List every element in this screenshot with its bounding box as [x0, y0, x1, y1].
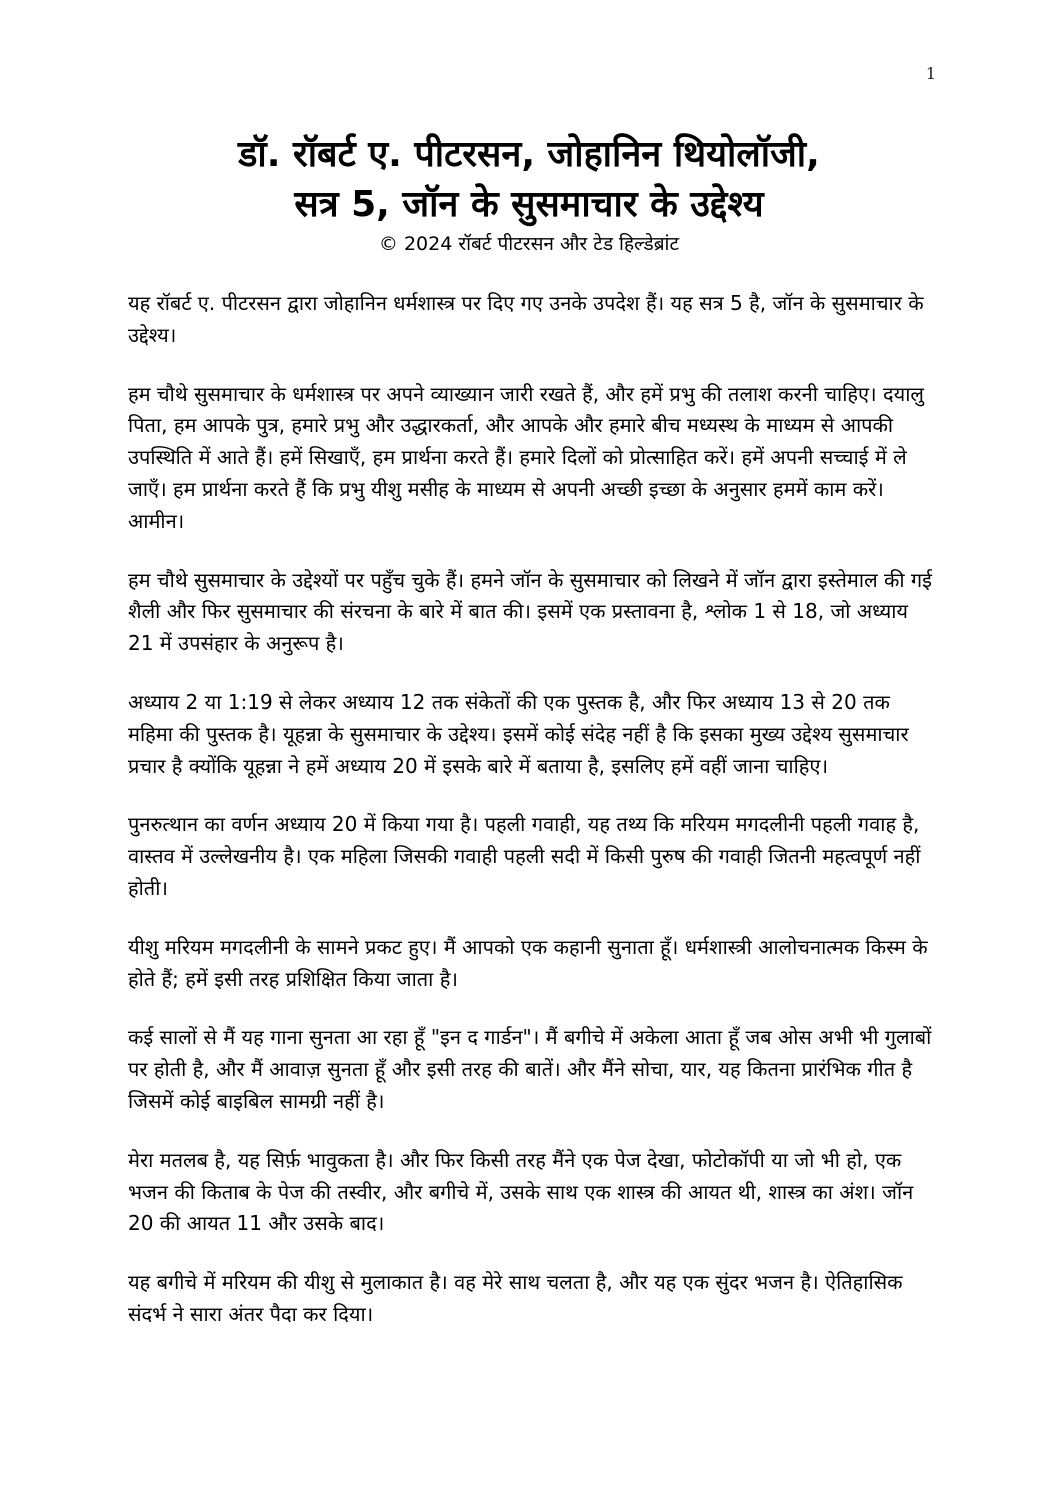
paragraph-5: पुनरुत्थान का वर्णन अध्याय 20 में किया गया है। पहली गवाही, यह तथ्य कि मरियम मगदलीनी पहली गवाह है, वास्तव में उल्लेखनीय है। एक महिला जिसकी गवाही पहली सदी में किसी पुरुष की गवाही जितनी महत्वपूर्ण नहीं होती। [128, 812, 921, 900]
paragraph-2: हम चौथे सुसमाचार के धर्मशास्त्र पर अपने व्याख्यान जारी रखते हैं, और हमें प्रभु की तलाश करनी चाहिए। दयालु पिता, हम आपके पुत्र, हमारे प्रभु और उद्धारकर्ता, और आपके और हमारे बीच मध्यस्थ के माध्यम से आपकी उपस्थिति में आते हैं। हमें सिखाएँ, हम प्रार्थना करते हैं। हमारे दिलों को प्रोत्साहित करें। हमें अपनी सच्चाई में ले जाएँ। हम प्रार्थना करते हैं कि प्रभु यीशु मसीह के माध्यम से अपनी अच्छी इच्छा के अनुसार हममें काम करें। आमीन। [128, 381, 924, 533]
paragraph-8: मेरा मतलब है, यह सिर्फ़ भावुकता है। और फिर किसी तरह मैंने एक पेज देखा, फोटोकॉपी या जो भी हो, एक भजन की किताब के पेज की तस्वीर, और बगीचे में, उसके साथ एक शास्त्र की आयत थी, शास्त्र का अंश। जॉन 20 की आयत 11 और उसके बाद। [128, 1147, 914, 1236]
paragraph-7: कई सालों से मैं यह गाना सुनता आ रहा हूँ "इन द गार्डन"। मैं बगीचे में अकेला आता हूँ जब ओस अभी भी गुलाबों पर होती है, और मैं आवाज़ सुनता हूँ और इसी तरह की बातें। और मैंने सोचा, यार, यह कितना प्रारंभिक गीत है जिसमें कोई बाइबिल सामग्री नहीं है। [128, 1025, 932, 1113]
page-number: 1 [925, 64, 936, 83]
paragraph-1: यह रॉबर्ट ए. पीटरसन द्वारा जोहानिन धर्मशास्त्र पर दिए गए उनके उपदेश हैं। यह सत्र 5 है, जॉन के सुसमाचार के उद्देश्य। [128, 291, 924, 347]
copyright-line: © 2024 रॉबर्ट पीटरसन और टेड हिल्डेब्रांट [378, 233, 680, 255]
paragraph-6: यीशु मरियम मगदलीनी के सामने प्रकट हुए। मैं आपको एक कहानी सुनाता हूँ। धर्मशास्त्री आलोचनात्मक किस्म के होते हैं; हमें इसी तरह प्रशिक्षित किया जाता है। [128, 934, 928, 991]
paragraph-9: यह बगीचे में मरियम की यीशु से मुलाकात है। वह मेरे साथ चलता है, और यह एक सुंदर भजन है। ऐतिहासिक संदर्भ ने सारा अंतर पैदा कर दिया। [128, 1270, 903, 1326]
paragraph-4: अध्याय 2 या 1:19 से लेकर अध्याय 12 तक संकेतों की एक पुस्तक है, और फिर अध्याय 13 से 20 तक महिमा की पुस्तक है। यूहन्ना के सुसमाचार के उद्देश्य। इसमें कोई संदेह नहीं है कि इसका मुख्य उद्देश्य सुसमाचार प्रचार है क्योंकि यूहन्ना ने हमें अध्याय 20 में इसके बारे में बताया है, इसलिए हमें वहीं जाना चाहिए। [128, 689, 909, 778]
body-text [128, 288, 936, 1358]
title-line-2: सत्र 5, जॉन के सुसमाचार के उद्देश्य [294, 184, 764, 225]
paragraph-3: हम चौथे सुसमाचार के उद्देश्यों पर पहुँच चुके हैं। हमने जॉन के सुसमाचार को लिखने में जॉन द्वारा इस्तेमाल की गई शैली और फिर सुसमाचार की संरचना के बारे में बात की। इसमें एक प्रस्तावना है, श्लोक 1 से 18, जो अध्याय 21 में उपसंहार के अनुरूप है। [128, 567, 932, 656]
title-line-1: डॉ. रॉबर्ट ए. पीटरसन, जोहानिन थियोलॉजी, [238, 134, 820, 175]
document-title [100, 130, 958, 230]
